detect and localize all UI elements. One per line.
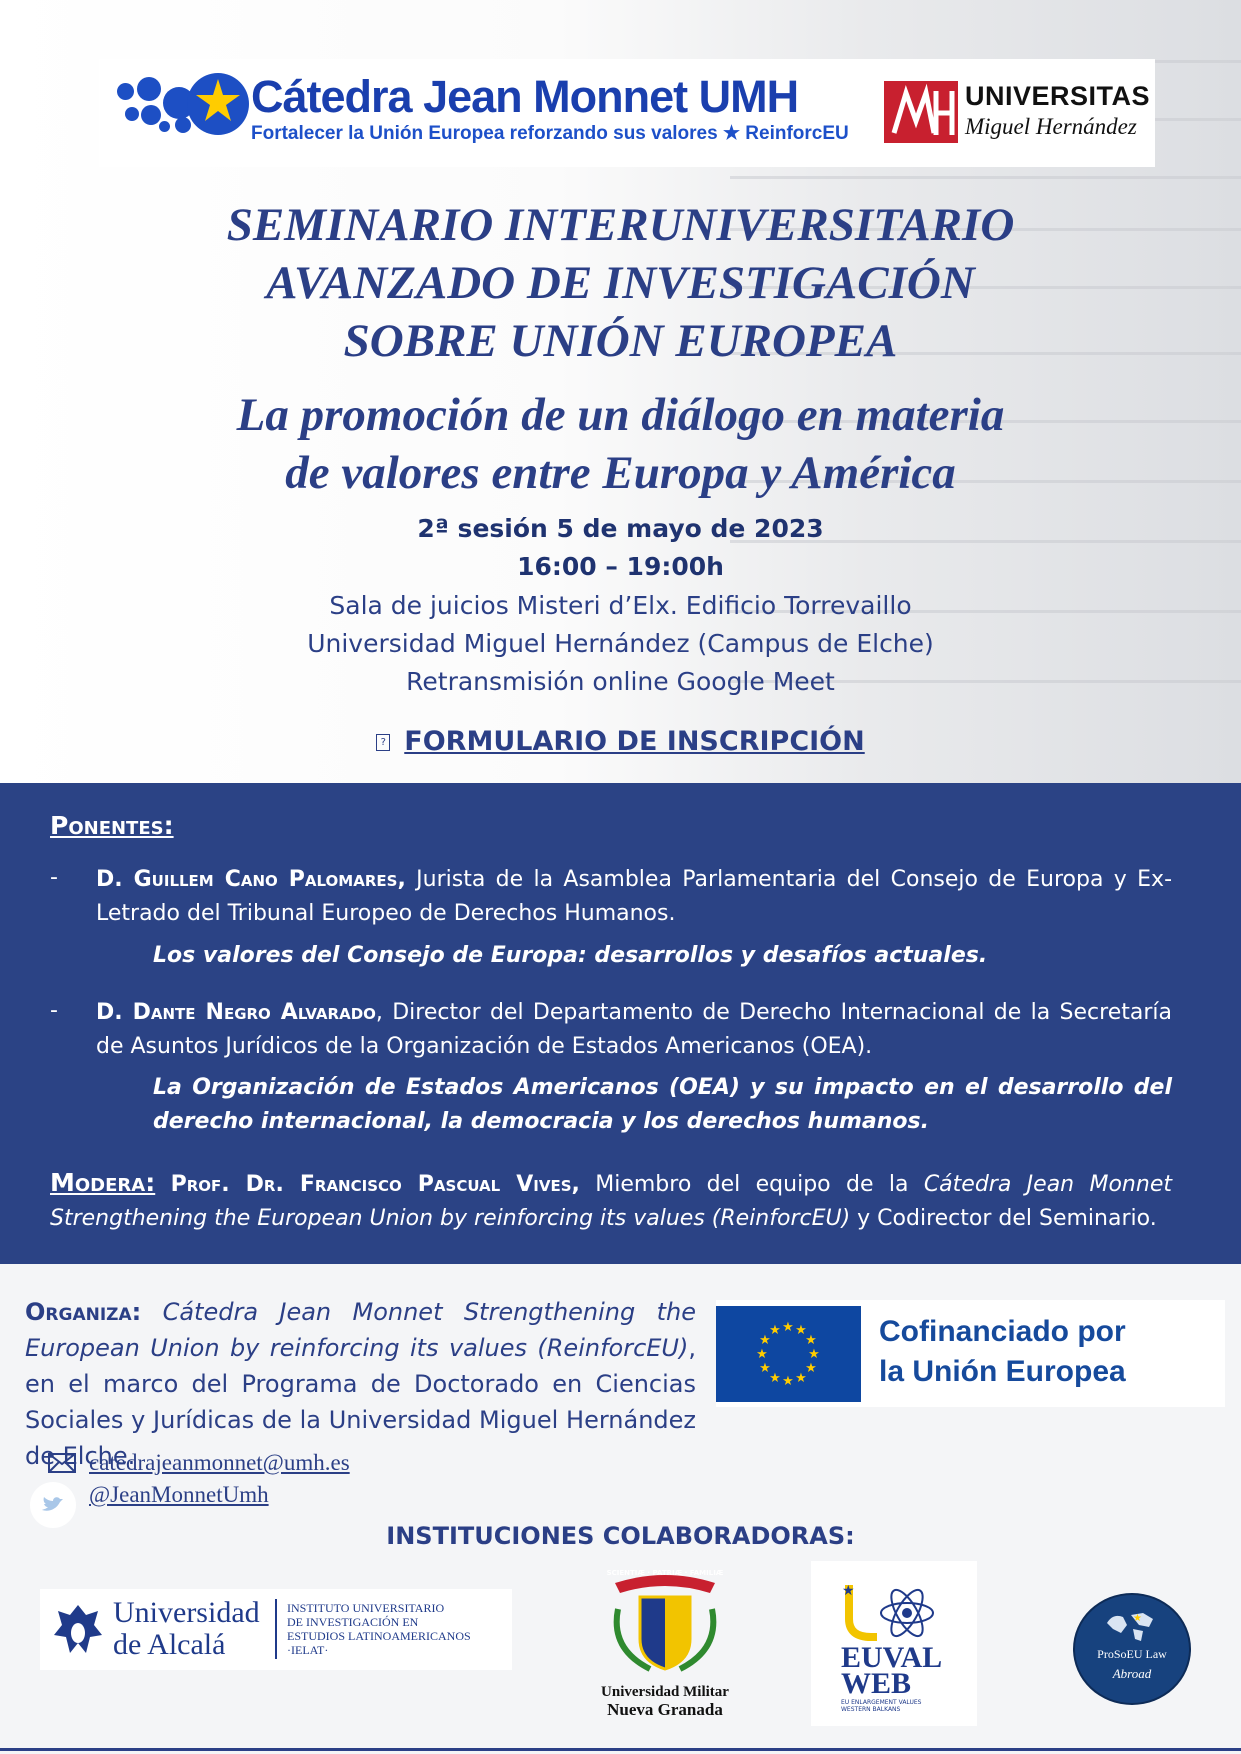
- moderator-name: Prof. Dr. Francisco Pascual Vives,: [170, 1172, 580, 1197]
- moderator-label: Modera:: [50, 1168, 156, 1197]
- svg-text:★: ★: [782, 1320, 794, 1335]
- svg-text:★: ★: [1133, 1613, 1142, 1624]
- svg-text:★: ★: [769, 1323, 781, 1338]
- nueva-granada-motto: SCIENTIÆ · PATRIÆ · FAMILIÆ: [606, 1569, 724, 1577]
- moderator: Modera: Prof. Dr. Francisco Pascual Vives, Miembro del equipo de la Cátedra Jean Monnet Strengthening the European Union by reinforcing its values (ReinforcEU) y Codirector del Seminario.: [50, 1168, 1172, 1231]
- alcala-name: Universidad de Alcalá: [113, 1596, 260, 1661]
- euval-web-logo: [811, 1561, 977, 1726]
- alcala-crest-icon: [50, 1601, 106, 1657]
- eu-flag-icon: [716, 1306, 861, 1402]
- venue-university: Universidad Miguel Hernández (Campus de Elche): [307, 629, 934, 658]
- venue-room: Sala de juicios Misteri d’Elx. Edificio Torrevaillo: [329, 591, 912, 620]
- world-map-icon: [1103, 1609, 1161, 1645]
- eu-cofunded-badge: [716, 1300, 1225, 1407]
- header-area: [0, 0, 1241, 783]
- svg-text:★: ★: [842, 1583, 855, 1599]
- speakers-section: [0, 783, 1241, 1264]
- bottom-rule: [0, 1748, 1241, 1751]
- universitas-text: UNIVERSITAS: [965, 81, 1151, 111]
- twitter-link[interactable]: @JeanMonnetUmh: [89, 1482, 269, 1507]
- speaker-2-topic: La Organización de Estados Americanos (OEA) y su impacto en el desarrollo del derecho internacional, la democracia y los derechos humanos.: [153, 1075, 1172, 1134]
- svg-text:★: ★: [805, 1361, 817, 1376]
- seminar-title: SEMINARIO INTERUNIVERSITARIO AVANZADO DE INVESTIGACIÓN SOBRE UNIÓN EUROPEA: [226, 199, 1015, 367]
- svg-text:★: ★: [769, 1371, 781, 1386]
- svg-text:★: ★: [782, 1374, 794, 1389]
- euval-wordmark: EUVAL WEB: [841, 1641, 943, 1700]
- svg-text:★: ★: [808, 1347, 820, 1362]
- euval-tagline: EU ENLARGEMENT VALUES WESTERN BALKANS: [841, 1699, 922, 1713]
- miguel-hernandez-text: Miguel Hernández: [965, 114, 1137, 139]
- alcala-divider: [275, 1599, 277, 1659]
- svg-text:★: ★: [795, 1371, 807, 1386]
- speaker-1-bullet: -: [50, 865, 58, 890]
- svg-text:★: ★: [756, 1347, 768, 1362]
- session-time: 16:00 – 19:00h: [517, 552, 724, 581]
- eu-star-circle-icon: [187, 73, 249, 135]
- session-date: 2ª sesión 5 de mayo de 2023: [417, 514, 824, 543]
- link-icon: ?: [376, 734, 390, 751]
- catedra-logo-title: Cátedra Jean Monnet UMH: [251, 71, 799, 122]
- svg-text:★: ★: [759, 1361, 771, 1376]
- registration-form-link[interactable]: FORMULARIO DE INSCRIPCIÓN: [404, 726, 865, 757]
- moderator-chair: Cátedra Jean Monnet Strengthening the European Union by reinforcing its values (ReinforcEU): [50, 1172, 1172, 1231]
- eu-cofunded-text: Cofinanciado por la Unión Europea: [879, 1315, 1126, 1388]
- organiza-label: Organiza:: [25, 1298, 142, 1326]
- email-icon: [48, 1453, 76, 1473]
- ielat-text: INSTITUTO UNIVERSITARIO DE INVESTIGACIÓN EN ESTUDIOS LATINOAMERICANOS ·IELAT·: [287, 1601, 471, 1657]
- email-link[interactable]: catedrajeanmonnet@umh.es: [89, 1450, 350, 1475]
- catedra-logo-subtitle: Fortalecer la Unión Europea reforzando sus valores ★ ReinforcEU: [251, 123, 849, 144]
- speaker-1-name: D. Guillem Cano Palomares,: [96, 867, 406, 892]
- catedra-logo-banner: [99, 59, 1155, 167]
- institutions-heading: INSTITUCIONES COLABORADORAS:: [386, 1522, 855, 1550]
- umh-logo-icon: [884, 81, 958, 143]
- stream-info: Retransmisión online Google Meet: [406, 667, 835, 696]
- alcala-ielat-logo: [40, 1589, 512, 1670]
- atom-icon: [839, 1579, 949, 1649]
- nueva-granada-logo: [585, 1565, 745, 1725]
- speaker-2: [96, 996, 1172, 1064]
- speaker-2-bullet: -: [50, 998, 58, 1023]
- speaker-1-description: Jurista de la Asamblea Parlamentaria del Consejo de Europa y Ex-Letrado del Tribunal Europeo de Derechos Humanos.: [96, 867, 1173, 926]
- speaker-1-topic: Los valores del Consejo de Europa: desarrollos y desafíos actuales.: [153, 943, 988, 968]
- speaker-1: [96, 863, 1172, 931]
- seminar-subtitle: La promoción de un diálogo en materia de valores entre Europa y América: [236, 389, 1005, 499]
- nueva-granada-name: Universidad Militar Nueva Granada: [601, 1684, 729, 1719]
- organiza-text: Organiza: Cátedra Jean Monnet Strengthening the European Union by reinforcing its values (ReinforcEU), en el marco del Programa de Doctorado en Ciencias Sociales y Jurídicas de la Universidad Miguel Hernández de Elche.: [25, 1298, 696, 1470]
- prosoeu-law-logo: ★ ProSoEU Law Abroad: [1073, 1593, 1191, 1705]
- svg-text:★: ★: [795, 1323, 807, 1338]
- svg-text:★: ★: [805, 1333, 817, 1348]
- speaker-2-description: , Director del Departamento de Derecho Internacional de la Secretaría de Asuntos Jurídicos de la Organización de Estados Americanos (OEA).: [96, 1000, 1172, 1059]
- speakers-heading: Ponentes:: [50, 811, 174, 840]
- nueva-granada-shield-icon: [600, 1569, 730, 1679]
- registration-form-line: [0, 726, 1241, 757]
- svg-text:★: ★: [759, 1333, 771, 1348]
- speaker-2-name: D. Dante Negro Alvarado: [96, 1000, 376, 1025]
